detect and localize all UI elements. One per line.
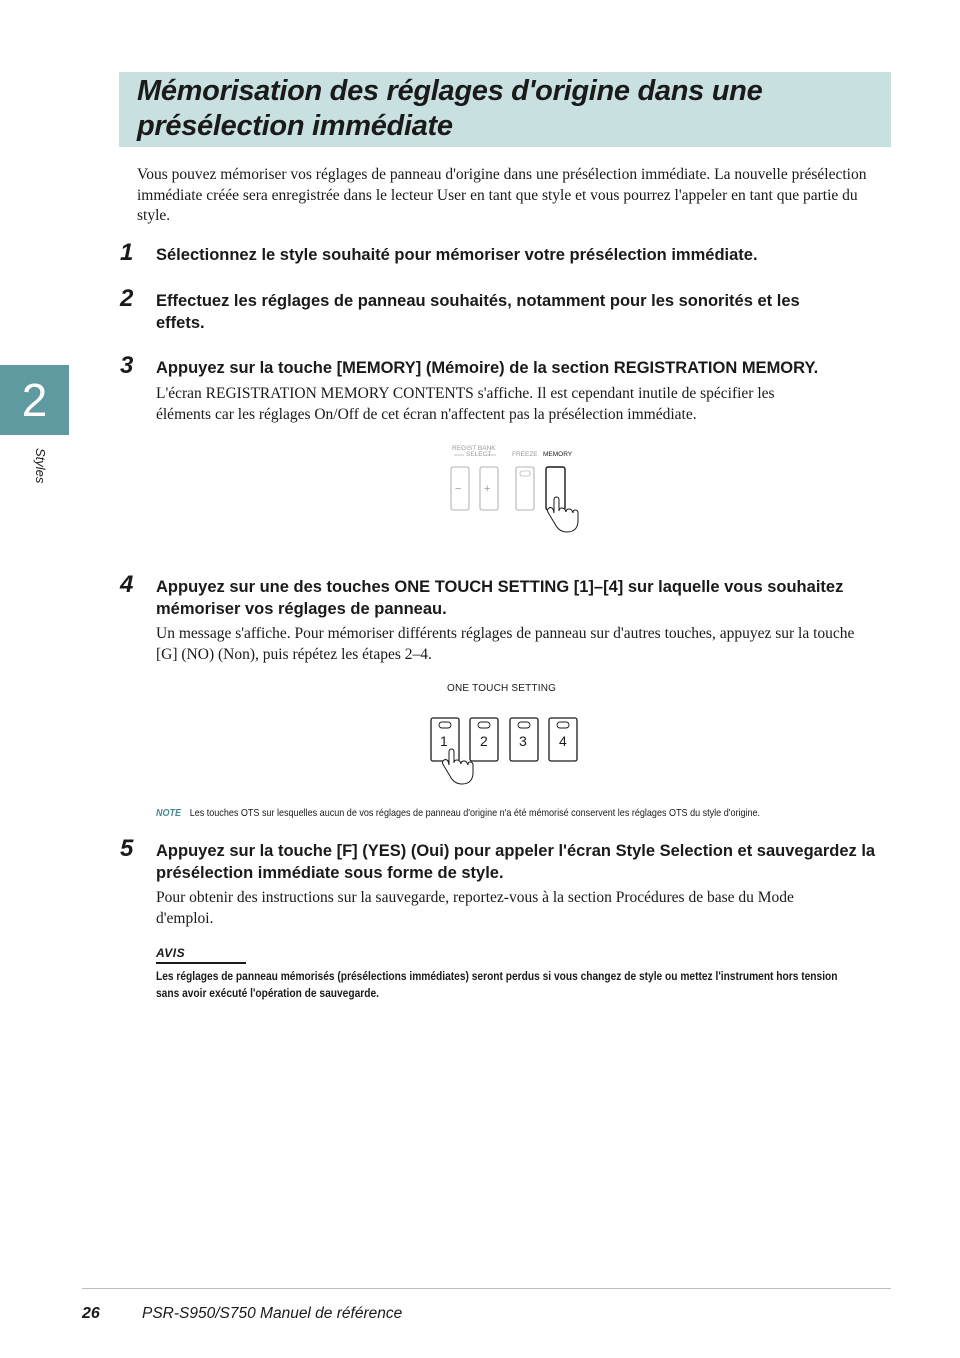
ots-button-1[interactable] — [431, 718, 459, 761]
step-4-number: 4 — [120, 571, 134, 598]
one-touch-setting-panel — [425, 712, 585, 797]
ots-button-4[interactable] — [549, 718, 577, 761]
step-4-title: Appuyez sur une des touches ONE TOUCH SETTING [1]–[4] sur laquelle vous souhaitez mémoriser vos réglages de panneau. — [156, 578, 844, 618]
one-touch-setting-heading: ONE TOUCH SETTING — [447, 683, 557, 694]
step-3-body: L'écran REGISTRATION MEMORY CONTENTS s'affiche. Il est cependant inutile de spécifier les éléments car les réglages On/Off de cet écran n'affectent pas la présélection immédiate. — [156, 385, 775, 423]
chapter-tab: 2 — [0, 365, 69, 435]
step-1-title: Sélectionnez le style souhaité pour mémoriser votre présélection immédiate. — [156, 246, 758, 264]
note-text: Les touches OTS sur lesquelles aucun de vos réglages de panneau d'origine n'a été mémorisé conservent les réglages OTS du style d'origine. — [189, 807, 761, 819]
avis-tag: AVIS — [156, 946, 186, 960]
ots-label-1: 1 — [440, 733, 448, 749]
manual-title: PSR-S950/S750 Manuel de référence — [142, 1305, 403, 1322]
select-label: SELECT — [466, 451, 492, 458]
footer-rule — [82, 1288, 891, 1289]
ots-button-3[interactable] — [510, 718, 538, 761]
page-number: 26 — [82, 1305, 100, 1322]
page-title: Mémorisation des réglages d'origine dans une présélection immédiate — [137, 75, 763, 142]
step-5-title: Appuyez sur la touche [F] (YES) (Oui) pour appeler l'écran Style Selection et sauvegardez la présélection immédiate sous forme de style. — [156, 842, 876, 882]
registration-memory-panel — [440, 440, 600, 545]
freeze-label: FREEZE — [512, 451, 538, 458]
avis-rule — [156, 962, 246, 964]
plus-glyph: + — [484, 483, 491, 495]
freeze-button[interactable] — [516, 467, 534, 510]
step-3-title: Appuyez sur la touche [MEMORY] (Mémoire) de la section REGISTRATION MEMORY. — [156, 359, 819, 377]
step-2-title: Effectuez les réglages de panneau souhaités, notamment pour les sonorités et les effets. — [156, 292, 800, 332]
avis-text: Les réglages de panneau mémorisés (présélections immédiates) seront perdus si vous changez de style ou mettez l'instrument hors tension sans avoir exécuté l'opération de sauvegarde. — [156, 969, 838, 1000]
step-2-number: 2 — [120, 285, 134, 312]
memory-label: MEMORY — [543, 451, 573, 458]
step-3-number: 3 — [120, 352, 134, 379]
intro-paragraph: Vous pouvez mémoriser vos réglages de panneau d'origine dans une présélection immédiate. La nouvelle présélection immédiate créée sera enregistrée dans le lecteur User en tant que style et vous pourrez l'appeler en tant que partie du style. — [137, 166, 867, 224]
step-5-body: Pour obtenir des instructions sur la sauvegarde, reportez-vous à la section Procédures de base du Mode d'emploi. — [156, 889, 794, 927]
ots-button-2[interactable] — [470, 718, 498, 761]
step-4-body: Un message s'affiche. Pour mémoriser différents réglages de panneau sur d'autres touches, appuyez sur la touche [G] (NO) (Non), puis répétez les étapes 2–4. — [156, 625, 855, 663]
ots-label-2: 2 — [480, 733, 488, 749]
step-5-number: 5 — [120, 835, 134, 862]
note-tag: NOTE — [156, 807, 182, 819]
ots-label-3: 3 — [519, 733, 527, 749]
minus-glyph: − — [455, 483, 462, 495]
note — [156, 806, 775, 820]
chapter-label: Styles — [33, 448, 48, 484]
step-1-number: 1 — [120, 239, 134, 266]
ots-label-4: 4 — [559, 733, 567, 749]
regist-bank-label: REGIST BANK — [452, 445, 496, 452]
